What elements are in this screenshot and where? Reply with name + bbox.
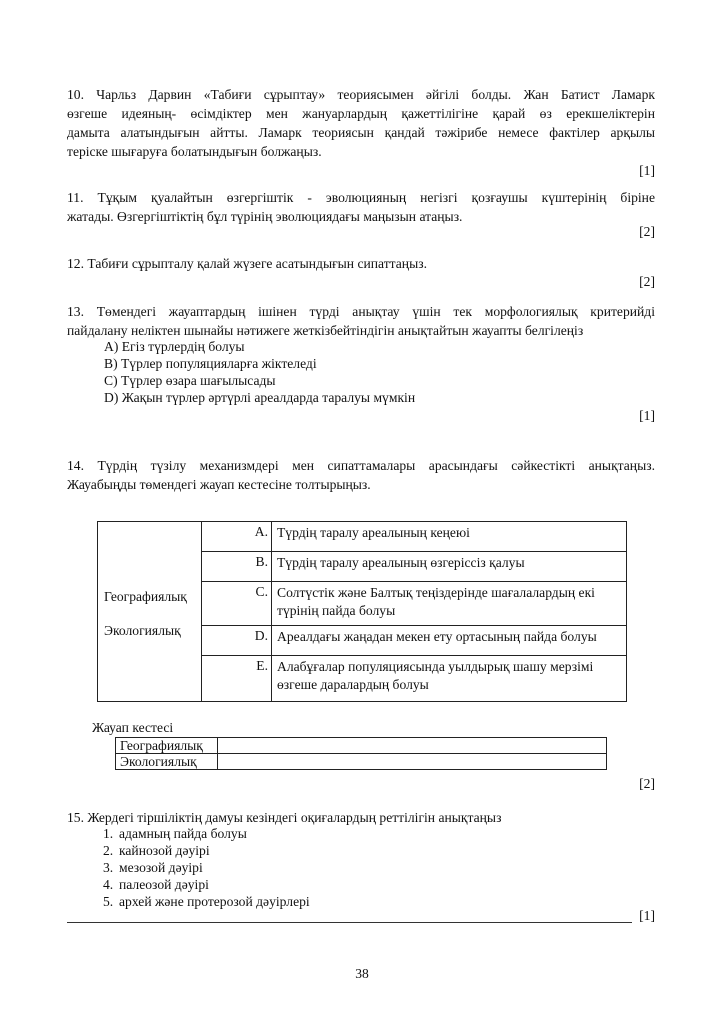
q10-mark: [1] — [639, 163, 655, 178]
q10-line-4: теріске шығаруға болатындығын болжаңыз. — [67, 144, 322, 159]
answer-row-label: Экологиялық — [116, 754, 218, 770]
row-description: Ареалдағы жаңадан мекен ету ортасының пайда болуы — [272, 626, 627, 656]
q12-mark: [2] — [639, 274, 655, 289]
answer-row — [116, 738, 607, 754]
question-14 — [67, 456, 655, 494]
row-letter: C. — [202, 582, 272, 626]
q15-item — [103, 842, 210, 860]
row-description: Алабұғалар популяциясында уылдырық шашу мерзімі өзгеше даралардың болуы — [272, 656, 627, 702]
q15-item-text: кайнозой дәуірі — [119, 843, 210, 858]
q15-item-text: мезозой дәуірі — [119, 860, 203, 875]
q15-item-number: 5. — [103, 894, 114, 909]
q13-option-c: C) Түрлер өзара шағылысады — [104, 373, 276, 388]
q11-line-1: 11. Тұқым қуалайтын өзгергіштік - эволюцияның негізгі қозғаушы күштерінің біріне — [67, 190, 655, 205]
question-10 — [67, 85, 655, 161]
row-description: Солтүстік және Балтық теңіздерінде шағалалардың екі түрінің пайда болуы — [272, 582, 627, 626]
answer-line[interactable] — [67, 922, 632, 923]
row-letter: E. — [202, 656, 272, 702]
matching-row-a — [98, 522, 627, 552]
q15-item — [103, 859, 203, 877]
q14-mark: [2] — [639, 776, 655, 791]
q15-item-text: палеозой дәуірі — [119, 877, 209, 892]
q11-line-2: жатады. Өзгергіштіктің бұл түрінің эволюциядағы маңызын атаңыз. — [67, 209, 463, 224]
q10-line-1: 10. Чарльз Дарвин «Табиғи сұрыптау» теориясымен әйгілі болды. Жан Батист Ламарк — [67, 87, 655, 102]
page-number: 38 — [355, 966, 369, 981]
row-letter: D. — [202, 626, 272, 656]
q15-title: 15. Жердегі тіршіліктің дамуы кезіндегі оқиғалардың реттілігін анықтаңыз — [67, 810, 502, 825]
question-12 — [67, 254, 655, 273]
answer-row-label: Географиялық — [116, 738, 218, 754]
q15-item — [103, 876, 209, 894]
q13-option-d: D) Жақын түрлер әртүрлі ареалдарда таралуы мүмкін — [104, 390, 416, 405]
q10-line-2: өзгеше идеяның- өсімдіктер мен жануарлардың қажеттілігіне қарай өз ерекшеліктерін — [67, 106, 655, 121]
q13-line-1: 13. Төмендегі жауаптардың ішінен түрді анықтау үшін тек морфологиялық критерийді — [67, 304, 655, 319]
answer-row — [116, 754, 607, 770]
q15-mark: [1] — [639, 908, 655, 923]
q13-mark: [1] — [639, 408, 655, 423]
row-letter: A. — [202, 522, 272, 552]
answer-table-title: Жауап кестесі — [92, 720, 174, 735]
label-ecological: Экологиялық — [104, 623, 181, 638]
question-11 — [67, 188, 655, 226]
q14-line-2: Жауабыңды төмендегі жауап кестесіне толтырыңыз. — [67, 477, 371, 492]
q14-line-1: 14. Түрдің түзілу механизмдері мен сипаттамалары арасындағы сәйкестікті анықтаңыз. — [67, 458, 655, 473]
label-geographic: Географиялық — [104, 589, 187, 604]
answer-table — [115, 737, 607, 770]
q15-item-text: архей және протерозой дәуірлері — [119, 894, 310, 909]
question-13 — [67, 302, 655, 340]
q15-item-number: 4. — [103, 877, 114, 892]
q13-option-a: A) Егіз түрлердің болуы — [104, 339, 245, 354]
q15-item-number: 1. — [103, 826, 114, 841]
q10-line-3: дамыта алатындығын айтты. Ламарк теориясын қандай тәжірибе немесе фактілер арқылы — [67, 125, 655, 140]
q13-line-2: пайдалану неліктен шынайы нәтижеге жеткізбейтіндігін анықтайтын жауапты белгілеңіз — [67, 323, 584, 338]
q15-item-number: 2. — [103, 843, 114, 858]
answer-cell-ecological[interactable] — [218, 754, 607, 770]
matching-table — [97, 521, 627, 702]
q13-option-b: B) Түрлер популяцияларға жіктеледі — [104, 356, 317, 371]
row-letter: B. — [202, 552, 272, 582]
q11-mark: [2] — [639, 224, 655, 239]
row-description: Түрдің таралу ареалының өзгеріссіз қалуы — [272, 552, 627, 582]
mechanism-cell — [98, 522, 202, 702]
q15-item — [103, 825, 247, 843]
answer-cell-geographic[interactable] — [218, 738, 607, 754]
q15-item — [103, 893, 310, 911]
q12-text: 12. Табиғи сұрыпталу қалай жүзеге асатындығын сипаттаңыз. — [67, 256, 427, 271]
row-description: Түрдің таралу ареалының кеңеюі — [272, 522, 627, 552]
q15-item-number: 3. — [103, 860, 114, 875]
q15-item-text: адамның пайда болуы — [119, 826, 247, 841]
